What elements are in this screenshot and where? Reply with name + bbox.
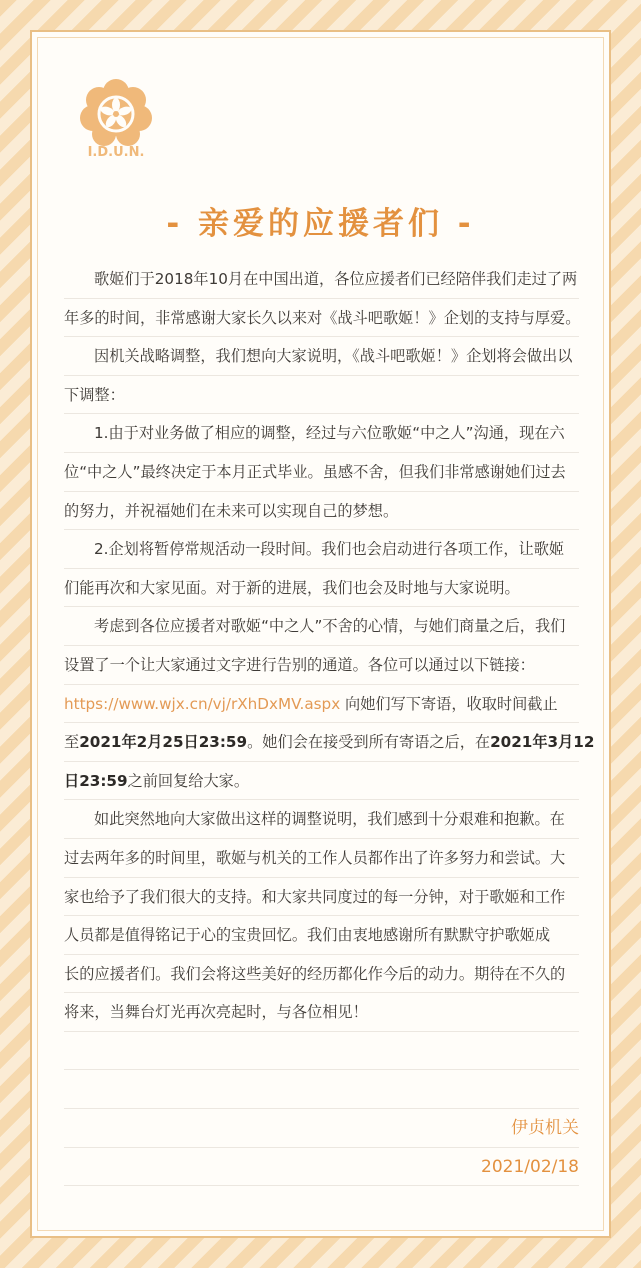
text-line: 考虑到各位应援者对歌姬“中之人”不舍的心情，与她们商量之后，我们 [64, 607, 579, 646]
text-segment: 向她们写下寄语，收取时间截止 [340, 694, 558, 713]
text-line: 年多的时间，非常感谢大家长久以来对《战斗吧歌姬！》企划的支持与厚爱。 [64, 299, 579, 338]
text-line: 歌姬们于2018年10月在中国出道，各位应援者们已经陪伴我们走过了两 [64, 260, 579, 299]
page-title: - 亲爱的应援者们 - [166, 206, 475, 242]
text-line: 位“中之人”最终决定于本月正式毕业。虽感不舍，但我们非常感谢她们过去 [64, 453, 579, 492]
text-line: 1.由于对业务做了相应的调整，经过与六位歌姬“中之人”沟通，现在六 [64, 414, 579, 453]
text-line: 如此突然地向大家做出这样的调整说明，我们感到十分艰难和抱歉。在 [64, 800, 579, 839]
letter-paper [30, 30, 611, 1238]
text-line [64, 762, 579, 801]
text-line: 长的应援者们。我们会将这些美好的经历都化作今后的动力。期待在不久的 [64, 955, 579, 994]
text-segment: 。她们会在接受到所有寄语之后，在 [247, 733, 491, 752]
text-segment: 之前回复给大家。 [127, 771, 250, 790]
text-line: 将来，当舞台灯光再次亮起时，与各位相见！ [64, 993, 579, 1032]
text-line: 2.企划将暂停常规活动一段时间。我们也会启动进行各项工作，让歌姬 [64, 530, 579, 569]
deadline-date: 2021年2月25日23:59 [79, 733, 248, 752]
blank-line [64, 1032, 579, 1071]
text-line: 下调整： [64, 376, 579, 415]
text-segment: 至 [64, 733, 80, 752]
text-line: 设置了一个让大家通过文字进行告别的通道。各位可以通过以下链接： [64, 646, 579, 685]
reply-date: 2021年3月12 [490, 733, 595, 752]
svg-text:I.D.U.N.: I.D.U.N. [87, 145, 145, 160]
reply-date-cont: 日23:59 [64, 771, 128, 790]
text-line: 的努力，并祝福她们在未来可以实现自己的梦想。 [64, 492, 579, 531]
text-line: 人员都是值得铭记于心的宝贵回忆。我们由衷地感谢所有默默守护歌姬成 [64, 916, 579, 955]
signature-org: 伊贞机关 [64, 1109, 579, 1148]
survey-link[interactable]: https://www.wjx.cn/vj/rXhDxMV.aspx [64, 694, 341, 713]
text-line: 过去两年多的时间里，歌姬与机关的工作人员都作出了许多努力和尝试。大 [64, 839, 579, 878]
blank-line [64, 1070, 579, 1109]
text-line: 因机关战略调整，我们想向大家说明，《战斗吧歌姬！》企划将会做出以 [64, 337, 579, 376]
text-line: 家也给予了我们很大的支持。和大家共同度过的每一分钟，对于歌姬和工作 [64, 878, 579, 917]
text-line: 们能再次和大家见面。对于新的进展，我们也会及时地与大家说明。 [64, 569, 579, 608]
signature-date: 2021/02/18 [64, 1148, 579, 1187]
text-line [64, 723, 595, 762]
text-line [64, 685, 579, 724]
letter-body [64, 260, 595, 1186]
idun-logo [66, 76, 166, 160]
